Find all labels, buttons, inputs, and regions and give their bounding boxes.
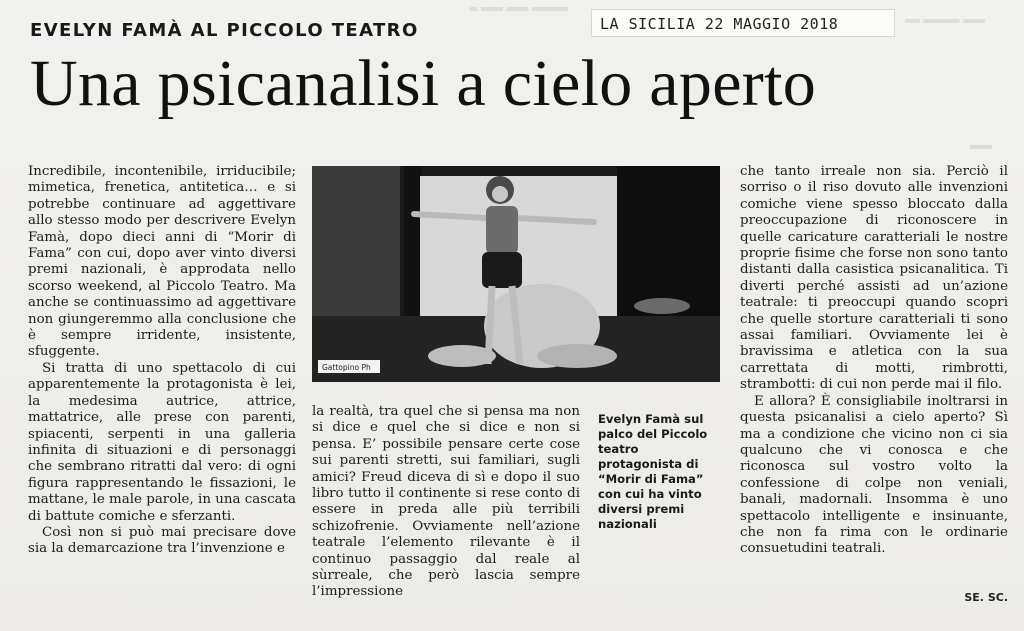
article-kicker: EVELYN FAMÀ AL PICCOLO TEATRO: [30, 20, 419, 41]
photo-credit: Gattopino Ph: [322, 363, 371, 372]
bleed-through-text: ══ ═════ ═══: [905, 14, 985, 28]
bleed-through-text: ═ ═══ ═══ ═════: [470, 2, 569, 16]
source-date-stamp: LA SICILIA 22 MAGGIO 2018: [591, 9, 895, 37]
article-headline: Una psicanalisi a cielo aperto: [30, 47, 817, 120]
article-column-1: [28, 164, 296, 558]
paragraph: Così non si può mai precisare dove sia la demarcazione tra l’invenzione e: [28, 524, 296, 557]
article-column-3: [740, 164, 1008, 558]
article-column-2: [312, 404, 580, 601]
paragraph: che tanto irreale non sia. Perciò il sorriso o il riso dovuto alle invenzioni comiche viene spesso bloccato dalla preoccupazione di riconoscere in quelle caricature caratteriali le nostre proprie fisime che forse non sono tanto distanti dalla casistica psicanalitica. Ti diverti perché assisti ad un’azione teatrale: ti preoccupi quando scopri che quelle storture caratteriali ti sono assai familiari. Ovviamente lei è bravissima e atletica con la sua carrettata di motti, rimbrotti, strambotti: di cui non perde mai il filo.: [740, 164, 1008, 393]
paragraph: Incredibile, incontenibile, irriducibile; mimetica, frenetica, antitetica… e si potrebbe continuare ad aggettivare allo stesso modo per descrivere Evelyn Famà, dopo dieci anni di “Morir di Fama” con cui, dopo aver vinto diversi premi nazionali, è approdata nello scorso weekend, al Piccolo Teatro. Ma anche se continuassimo ad aggettivare non giungeremmo alla conclusione che è sempre irridente, insistente, sfuggente.: [28, 164, 296, 360]
performer-on-stage-image: [312, 166, 720, 382]
author-signature: SE. SC.: [964, 591, 1008, 604]
paragraph: Si tratta di uno spettacolo di cui apparentemente la protagonista è lei, la medesima autrice, attrice, mattatrice, alle prese con parenti, spiacenti, serpenti in una galleria infinita di situazioni e di personaggi che sembrano ritratti dal vero: di ogni figura rappresentando le fissazioni, le mattane, le male parole, in una cascata di battute comiche e sferzanti.: [28, 360, 296, 524]
paragraph: la realtà, tra quel che si pensa ma non si dice e quel che si dice e non si pensa. E’ possibile pensare certe cose sui parenti stretti, sui familiari, sugli amici? Freud diceva di sì e dopo il suo libro tutto il continente si rese conto di essere in preda alle più terribili schizofrenie. Ovviamente nell’azione teatrale l’elemento rilevante è il continuo passaggio dal reale al sùrreale, che però lascia sempre l’impressione: [312, 404, 580, 600]
bleed-through-text: ═══: [970, 140, 992, 154]
stage-photo: [312, 166, 720, 382]
paragraph: E allora? È consigliabile inoltrarsi in questa psicanalisi a cielo aperto? Sì ma a condizione che vicino non ci sia qualcuno che vi conosca e che riconosca sul vostro volto la confessione di colpe non veniali, banali, madornali. Insomma è uno spettacolo intelligente e insinuante, che non fa rima con le ordinarie consuetudini teatrali.: [740, 393, 1008, 557]
photo-caption: Evelyn Famà sul palco del Piccolo teatro protagonista di “Morir di Fama” con cui ha vinto diversi premi nazionali: [598, 412, 708, 531]
